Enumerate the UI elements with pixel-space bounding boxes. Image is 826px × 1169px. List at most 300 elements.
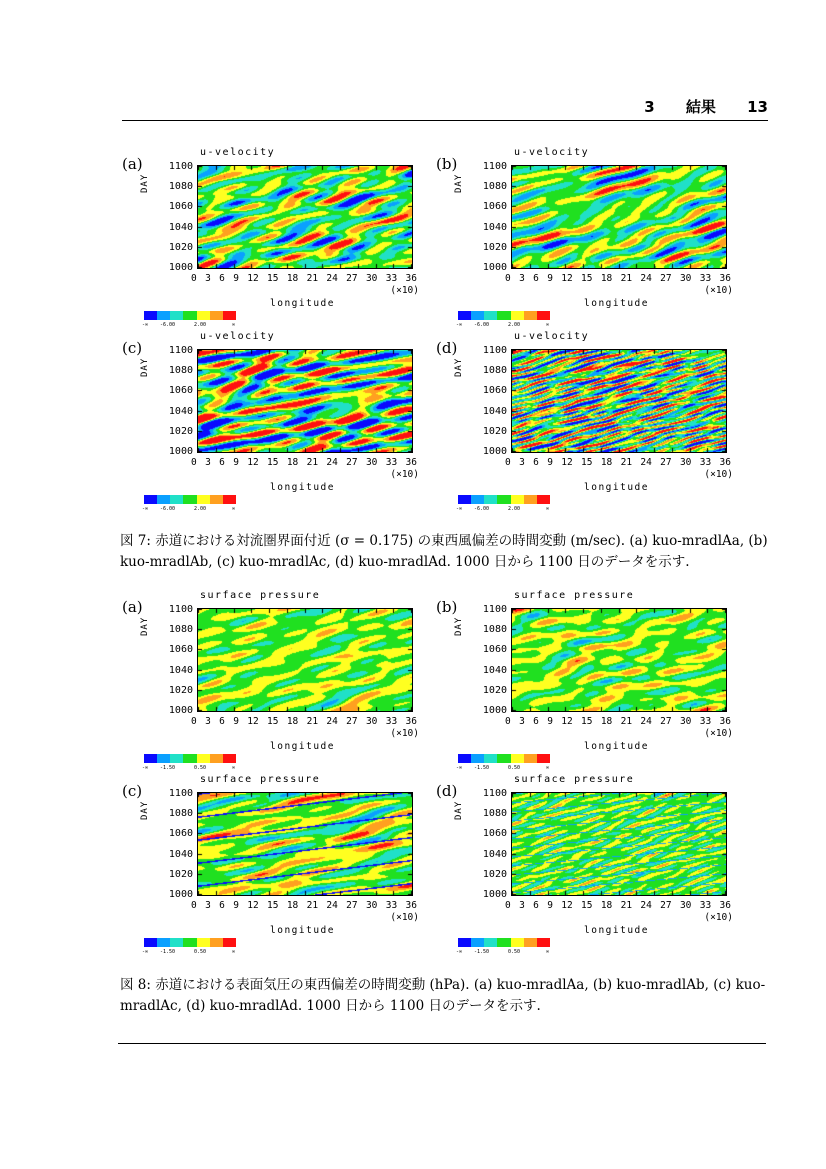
- y-tick-label: 1040: [482, 664, 507, 676]
- legend-label: 2.00: [194, 506, 207, 512]
- y-axis-label: DAY: [454, 616, 464, 636]
- y-axis-label: DAY: [454, 173, 464, 193]
- x-tick-label: 12: [247, 273, 259, 284]
- panel-letter: (b): [436, 155, 458, 173]
- plot-area: [511, 165, 727, 269]
- panel-title: surface pressure: [200, 590, 321, 601]
- x-tick-label: 0: [505, 457, 511, 468]
- legend-swatch: [197, 938, 210, 947]
- y-axis-label: DAY: [454, 800, 464, 820]
- x-axis-scale: (×10): [704, 912, 733, 923]
- legend-label: -∞: [142, 322, 149, 328]
- x-tick-label: 30: [679, 457, 692, 468]
- heatmap-field: [198, 609, 412, 711]
- plot-area: [197, 165, 413, 269]
- x-tick-label: 15: [267, 900, 279, 911]
- panel-letter: (d): [436, 339, 458, 357]
- heatmap-field: [198, 793, 412, 895]
- y-tick-label: 1040: [168, 221, 193, 233]
- x-tick-label: 36: [719, 273, 731, 284]
- legend-label: ∞: [232, 949, 236, 955]
- legend-swatch: [183, 938, 196, 947]
- legend-label: 0.50: [508, 949, 521, 955]
- y-tick-label: 1060: [482, 828, 507, 840]
- legend-swatch: [144, 754, 157, 763]
- x-tick-label: 21: [620, 457, 633, 468]
- x-tick-label: 24: [640, 900, 652, 911]
- x-tick-label: 12: [247, 457, 259, 468]
- legend-swatch: [484, 938, 497, 947]
- y-axis-label: DAY: [140, 357, 150, 377]
- y-tick-label: 1000: [168, 262, 193, 273]
- legend-swatch: [497, 754, 510, 763]
- legend-swatch: [210, 938, 223, 947]
- x-tick-label: 27: [346, 716, 358, 727]
- x-axis-scale: (×10): [390, 285, 419, 296]
- header-rule: [122, 120, 768, 121]
- x-tick-label: 18: [286, 273, 299, 284]
- panel-title: surface pressure: [514, 774, 635, 785]
- y-axis-label: DAY: [140, 173, 150, 193]
- y-tick-label: 1000: [168, 889, 193, 900]
- y-tick-label: 1080: [168, 808, 193, 820]
- x-tick-label: 15: [581, 716, 593, 727]
- plot-area: [197, 608, 413, 712]
- legend-label: -∞: [456, 949, 463, 955]
- x-tick-label: 33: [699, 273, 712, 284]
- x-tick-label: 36: [719, 457, 731, 468]
- legend-label: -1.50: [160, 765, 176, 771]
- legend-swatch: [537, 938, 550, 947]
- chart-panel: [436, 774, 736, 955]
- legend-label: -∞: [142, 765, 149, 771]
- legend-swatch: [524, 311, 537, 320]
- y-tick-label: 1100: [168, 604, 193, 615]
- y-tick-label: 1060: [168, 644, 193, 656]
- color-legend: [458, 311, 550, 320]
- x-tick-label: 15: [267, 457, 279, 468]
- legend-swatch: [458, 938, 471, 947]
- color-legend: [144, 754, 236, 763]
- x-tick-label: 18: [600, 900, 613, 911]
- legend-swatch: [210, 754, 223, 763]
- panel-letter: (d): [436, 782, 458, 800]
- legend-swatch: [511, 311, 524, 320]
- x-tick-label: 18: [286, 900, 299, 911]
- heatmap-field: [198, 350, 412, 452]
- x-tick-label: 24: [640, 273, 652, 284]
- chart-panel: [122, 147, 422, 328]
- x-tick-label: 18: [286, 457, 299, 468]
- x-tick-label: 30: [679, 900, 692, 911]
- heatmap-field: [198, 166, 412, 268]
- x-tick-label: 9: [547, 900, 553, 911]
- x-tick-label: 27: [346, 457, 358, 468]
- x-tick-label: 27: [346, 900, 358, 911]
- legend-swatch: [183, 495, 196, 504]
- x-tick-label: 6: [533, 273, 539, 284]
- legend-swatch: [183, 754, 196, 763]
- x-tick-label: 3: [519, 273, 525, 284]
- x-tick-label: 33: [699, 716, 712, 727]
- x-tick-label: 6: [533, 457, 539, 468]
- y-tick-label: 1020: [482, 241, 507, 253]
- x-tick-label: 30: [365, 900, 378, 911]
- legend-swatch: [144, 311, 157, 320]
- legend-swatch: [458, 311, 471, 320]
- y-tick-label: 1060: [168, 385, 193, 397]
- x-tick-labels: [191, 273, 417, 284]
- color-legend: [144, 495, 236, 504]
- legend-label: -∞: [456, 322, 463, 328]
- panel-title: surface pressure: [200, 774, 321, 785]
- legend-swatch: [524, 754, 537, 763]
- y-tick-label: 1000: [168, 446, 193, 457]
- x-tick-label: 12: [561, 457, 573, 468]
- legend-label: -∞: [142, 949, 149, 955]
- plot-area: [511, 792, 727, 896]
- y-tick-label: 1100: [482, 788, 507, 799]
- x-tick-label: 33: [385, 457, 398, 468]
- panel-title: u-velocity: [200, 147, 276, 158]
- x-tick-label: 24: [640, 716, 652, 727]
- x-tick-label: 21: [306, 273, 319, 284]
- x-tick-label: 24: [326, 900, 338, 911]
- legend-swatch: [170, 754, 183, 763]
- x-tick-label: 0: [505, 900, 511, 911]
- y-tick-label: 1080: [482, 808, 507, 820]
- legend-swatch: [484, 311, 497, 320]
- legend-label: 0.50: [508, 765, 521, 771]
- legend-label: ∞: [546, 506, 550, 512]
- x-tick-label: 9: [233, 273, 239, 284]
- y-axis-label: DAY: [140, 800, 150, 820]
- legend-label: -6.00: [160, 322, 176, 328]
- y-tick-label: 1000: [482, 705, 507, 716]
- y-tick-label: 1060: [168, 828, 193, 840]
- x-axis-scale: (×10): [704, 728, 733, 739]
- x-axis-label: longitude: [584, 741, 649, 752]
- panel-title: u-velocity: [514, 147, 590, 158]
- x-tick-label: 27: [660, 273, 672, 284]
- legend-swatch: [210, 311, 223, 320]
- legend-label: -1.50: [474, 765, 490, 771]
- y-tick-label: 1040: [482, 405, 507, 417]
- x-tick-label: 3: [205, 273, 211, 284]
- y-tick-label: 1000: [482, 262, 507, 273]
- color-legend: [144, 311, 236, 320]
- legend-swatch: [210, 495, 223, 504]
- x-tick-label: 18: [600, 273, 613, 284]
- color-legend: [144, 938, 236, 947]
- x-tick-label: 9: [233, 457, 239, 468]
- y-tick-label: 1020: [482, 868, 507, 880]
- x-tick-labels: [505, 900, 731, 911]
- x-tick-label: 3: [205, 457, 211, 468]
- legend-swatch: [497, 495, 510, 504]
- legend-swatch: [157, 495, 170, 504]
- x-tick-label: 36: [405, 716, 417, 727]
- panel-letter: (c): [122, 782, 143, 800]
- x-tick-label: 15: [581, 900, 593, 911]
- legend-label: -6.00: [160, 506, 176, 512]
- legend-swatch: [223, 311, 236, 320]
- x-tick-label: 6: [219, 457, 225, 468]
- x-tick-label: 3: [519, 457, 525, 468]
- legend-label: 2.00: [508, 322, 521, 328]
- x-tick-labels: [505, 457, 731, 468]
- legend-label: 2.00: [194, 322, 207, 328]
- x-tick-label: 3: [519, 716, 525, 727]
- y-tick-label: 1080: [482, 624, 507, 636]
- x-axis-label: longitude: [270, 741, 335, 752]
- legend-swatch: [511, 938, 524, 947]
- x-tick-label: 33: [385, 900, 398, 911]
- x-tick-label: 9: [233, 900, 239, 911]
- y-tick-label: 1040: [482, 848, 507, 860]
- legend-swatch: [197, 495, 210, 504]
- x-tick-label: 33: [385, 273, 398, 284]
- legend-label: ∞: [232, 765, 236, 771]
- x-tick-label: 21: [306, 716, 319, 727]
- chart-panel: [122, 774, 422, 955]
- x-tick-labels: [191, 716, 417, 727]
- heatmap-field: [512, 793, 726, 895]
- y-axis-label: DAY: [140, 616, 150, 636]
- x-axis-label: longitude: [584, 925, 649, 936]
- x-tick-label: 12: [561, 273, 573, 284]
- legend-swatch: [157, 938, 170, 947]
- x-tick-labels: [191, 900, 417, 911]
- legend-label: ∞: [232, 506, 236, 512]
- legend-swatch: [537, 495, 550, 504]
- x-tick-label: 24: [326, 716, 338, 727]
- legend-swatch: [170, 938, 183, 947]
- x-axis-label: longitude: [584, 482, 649, 493]
- x-tick-labels: [505, 273, 731, 284]
- x-tick-label: 30: [365, 716, 378, 727]
- y-tick-label: 1000: [168, 705, 193, 716]
- x-tick-label: 12: [561, 716, 573, 727]
- x-tick-label: 24: [326, 273, 338, 284]
- x-tick-label: 30: [679, 716, 692, 727]
- x-tick-label: 0: [191, 900, 197, 911]
- legend-label: 0.50: [194, 949, 207, 955]
- legend-label: ∞: [546, 949, 550, 955]
- y-tick-label: 1060: [482, 644, 507, 656]
- x-tick-label: 27: [660, 457, 672, 468]
- x-tick-label: 6: [219, 716, 225, 727]
- y-tick-label: 1060: [482, 385, 507, 397]
- legend-swatch: [471, 938, 484, 947]
- panel-letter: (c): [122, 339, 143, 357]
- x-tick-label: 0: [505, 273, 511, 284]
- legend-swatch: [484, 754, 497, 763]
- plot-area: [197, 349, 413, 453]
- plot-area: [197, 792, 413, 896]
- legend-label: ∞: [232, 322, 236, 328]
- x-tick-label: 12: [561, 900, 573, 911]
- y-tick-label: 1080: [168, 365, 193, 377]
- y-tick-label: 1000: [482, 889, 507, 900]
- y-tick-label: 1020: [168, 684, 193, 696]
- panel-title: u-velocity: [514, 331, 590, 342]
- legend-swatch: [144, 938, 157, 947]
- x-tick-label: 27: [660, 900, 672, 911]
- x-tick-label: 9: [547, 273, 553, 284]
- color-legend: [458, 754, 550, 763]
- legend-swatch: [197, 754, 210, 763]
- x-tick-label: 9: [233, 716, 239, 727]
- legend-swatch: [497, 311, 510, 320]
- legend-label: ∞: [546, 765, 550, 771]
- plot-area: [511, 349, 727, 453]
- y-tick-label: 1100: [168, 345, 193, 356]
- x-tick-label: 0: [191, 457, 197, 468]
- x-tick-label: 15: [581, 273, 593, 284]
- x-tick-label: 36: [405, 273, 417, 284]
- heatmap-field: [512, 166, 726, 268]
- x-axis-scale: (×10): [390, 469, 419, 480]
- x-tick-label: 6: [533, 900, 539, 911]
- x-tick-label: 27: [660, 716, 672, 727]
- legend-label: 2.00: [508, 506, 521, 512]
- legend-swatch: [223, 495, 236, 504]
- y-tick-label: 1000: [482, 446, 507, 457]
- x-tick-label: 12: [247, 900, 259, 911]
- x-tick-label: 9: [547, 457, 553, 468]
- x-axis-scale: (×10): [704, 285, 733, 296]
- legend-label: -∞: [456, 506, 463, 512]
- x-tick-label: 0: [505, 716, 511, 727]
- y-tick-label: 1100: [482, 345, 507, 356]
- legend-label: -1.50: [160, 949, 176, 955]
- x-tick-label: 12: [247, 716, 259, 727]
- x-tick-label: 15: [267, 273, 279, 284]
- figure-8-caption: 図 8: 赤道における表面気圧の東西偏差の時間変動 (hPa). (a) kuo-mradlAa, (b) kuo-mradlAb, (c) kuo-mradlAc, (d) kuo-mradlAd. 1000 日から 1100 日のデータを示す.: [120, 977, 766, 1014]
- x-axis-label: longitude: [270, 298, 335, 309]
- section-title: 結果: [685, 98, 716, 116]
- x-tick-label: 21: [306, 900, 319, 911]
- x-tick-label: 18: [286, 716, 299, 727]
- panel-title: surface pressure: [514, 590, 635, 601]
- legend-swatch: [197, 311, 210, 320]
- footer-rule: [118, 1043, 766, 1044]
- x-axis-scale: (×10): [390, 728, 419, 739]
- x-tick-label: 6: [533, 716, 539, 727]
- legend-swatch: [471, 495, 484, 504]
- legend-label: ∞: [546, 322, 550, 328]
- legend-swatch: [170, 495, 183, 504]
- legend-swatch: [484, 495, 497, 504]
- y-tick-label: 1100: [168, 161, 193, 172]
- chart-panel: [122, 331, 422, 512]
- legend-swatch: [223, 938, 236, 947]
- panel-letter: (a): [122, 155, 143, 173]
- x-axis-scale: (×10): [704, 469, 733, 480]
- x-tick-label: 30: [679, 273, 692, 284]
- x-tick-labels: [191, 457, 417, 468]
- y-tick-label: 1060: [482, 201, 507, 213]
- x-tick-label: 0: [191, 716, 197, 727]
- section-number: 3: [644, 98, 655, 116]
- legend-swatch: [170, 311, 183, 320]
- legend-label: -6.00: [474, 322, 490, 328]
- x-tick-label: 6: [219, 273, 225, 284]
- x-tick-label: 33: [699, 900, 712, 911]
- x-tick-label: 3: [205, 716, 211, 727]
- legend-swatch: [537, 311, 550, 320]
- x-tick-label: 24: [326, 457, 338, 468]
- y-tick-label: 1060: [168, 201, 193, 213]
- x-tick-label: 15: [581, 457, 593, 468]
- legend-swatch: [144, 495, 157, 504]
- y-tick-label: 1020: [168, 868, 193, 880]
- x-tick-label: 21: [620, 900, 633, 911]
- legend-swatch: [471, 754, 484, 763]
- x-tick-label: 3: [519, 900, 525, 911]
- legend-swatch: [511, 754, 524, 763]
- x-tick-label: 21: [620, 273, 633, 284]
- y-tick-label: 1020: [168, 425, 193, 437]
- legend-label: -1.50: [474, 949, 490, 955]
- x-tick-label: 15: [267, 716, 279, 727]
- x-tick-label: 3: [205, 900, 211, 911]
- x-tick-label: 18: [600, 457, 613, 468]
- y-tick-label: 1040: [482, 221, 507, 233]
- page-number: 13: [747, 98, 768, 116]
- y-tick-label: 1040: [168, 848, 193, 860]
- legend-swatch: [524, 495, 537, 504]
- y-tick-label: 1100: [168, 788, 193, 799]
- x-axis-label: longitude: [584, 298, 649, 309]
- x-tick-label: 36: [719, 900, 731, 911]
- chart-panel: [436, 147, 736, 328]
- y-tick-label: 1100: [482, 604, 507, 615]
- legend-swatch: [471, 311, 484, 320]
- color-legend: [458, 495, 550, 504]
- x-tick-label: 36: [405, 457, 417, 468]
- x-axis-label: longitude: [270, 925, 335, 936]
- x-tick-label: 18: [600, 716, 613, 727]
- x-tick-label: 21: [306, 457, 319, 468]
- legend-swatch: [537, 754, 550, 763]
- x-tick-label: 24: [640, 457, 652, 468]
- legend-label: -∞: [456, 765, 463, 771]
- legend-label: -∞: [142, 506, 149, 512]
- chart-panel: [436, 590, 736, 771]
- y-tick-label: 1040: [168, 405, 193, 417]
- y-tick-label: 1080: [482, 365, 507, 377]
- x-tick-label: 27: [346, 273, 358, 284]
- x-tick-label: 30: [365, 273, 378, 284]
- x-axis-label: longitude: [270, 482, 335, 493]
- legend-label: -6.00: [474, 506, 490, 512]
- legend-swatch: [157, 311, 170, 320]
- y-axis-label: DAY: [454, 357, 464, 377]
- color-legend: [458, 938, 550, 947]
- y-tick-label: 1040: [168, 664, 193, 676]
- y-tick-label: 1100: [482, 161, 507, 172]
- legend-swatch: [511, 495, 524, 504]
- legend-label: 0.50: [194, 765, 207, 771]
- y-tick-label: 1020: [168, 241, 193, 253]
- y-tick-label: 1020: [482, 425, 507, 437]
- legend-swatch: [458, 754, 471, 763]
- x-tick-label: 36: [405, 900, 417, 911]
- figure-7-caption: 図 7: 赤道における対流圏界面付近 (σ = 0.175) の東西風偏差の時間変動 (m/sec). (a) kuo-mradlAa, (b) kuo-mradlAb, (c) kuo-mradlAc, (d) kuo-mradlAd. 1000 日から 1100 日のデータを示す.: [120, 533, 768, 570]
- x-tick-label: 0: [191, 273, 197, 284]
